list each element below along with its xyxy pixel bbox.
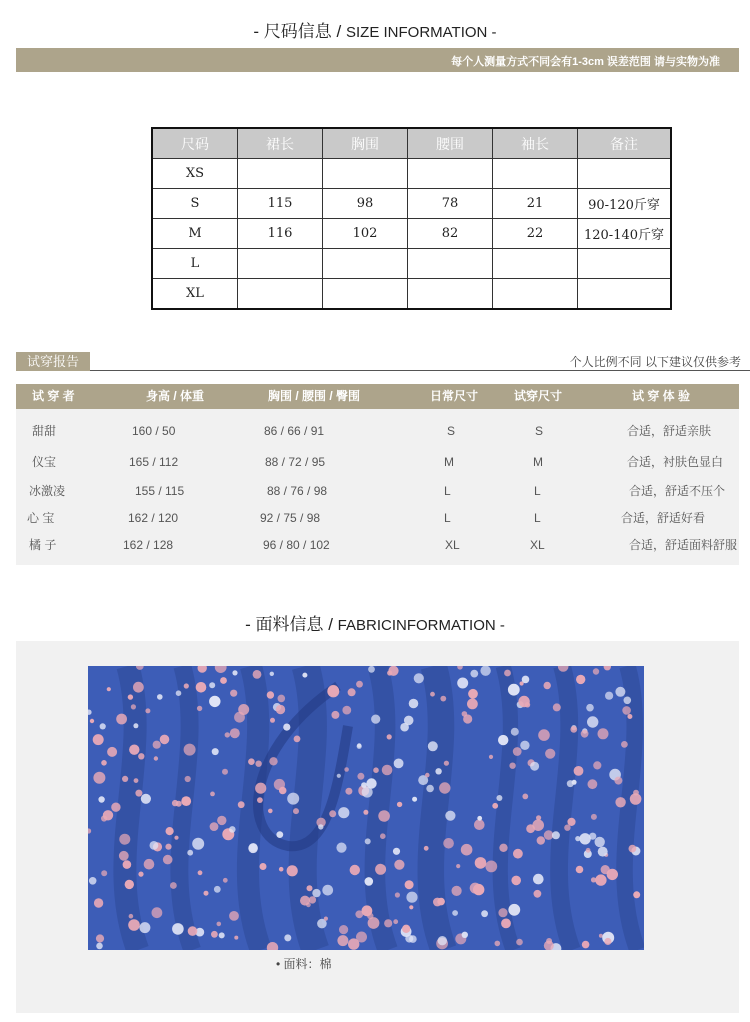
trial-cell: L bbox=[444, 511, 451, 525]
size-cell: M bbox=[152, 219, 238, 249]
trial-header-cell: 试 穿 者 bbox=[32, 389, 75, 403]
size-cell bbox=[238, 279, 323, 310]
trial-header-cell: 身高 / 体重 bbox=[146, 389, 205, 403]
size-cell bbox=[578, 249, 672, 279]
size-cell: 78 bbox=[408, 189, 493, 219]
size-header-cell: 裙长 bbox=[238, 128, 323, 159]
size-cell: XS bbox=[152, 159, 238, 189]
size-cell: 115 bbox=[238, 189, 323, 219]
trial-cell: 92 / 75 / 98 bbox=[260, 511, 321, 525]
size-cell bbox=[408, 159, 493, 189]
size-table bbox=[151, 127, 672, 310]
trial-table-body bbox=[16, 409, 739, 565]
size-cell bbox=[493, 279, 578, 310]
table-row bbox=[16, 451, 739, 473]
fabric-photo bbox=[88, 666, 644, 950]
size-cell: 21 bbox=[493, 189, 578, 219]
table-row bbox=[16, 507, 739, 529]
trial-cell: 162 / 128 bbox=[123, 538, 174, 552]
size-cell bbox=[323, 279, 408, 310]
trial-cell: 心 宝 bbox=[27, 511, 55, 525]
trial-cell: 冰激凌 bbox=[29, 484, 66, 498]
fabric-section-title bbox=[0, 610, 750, 635]
size-title-en: SIZE INFORMATION - bbox=[346, 24, 497, 41]
trial-header-cell: 试 穿 体 验 bbox=[632, 389, 691, 403]
fabric-title-zh: - 面料信息 / bbox=[245, 615, 333, 634]
trial-cell: 162 / 120 bbox=[128, 511, 179, 525]
table-row bbox=[152, 279, 671, 310]
size-header-cell: 备注 bbox=[578, 128, 672, 159]
size-cell: 120-140斤穿 bbox=[578, 219, 672, 249]
size-header-cell: 袖长 bbox=[493, 128, 578, 159]
size-cell: 22 bbox=[493, 219, 578, 249]
trial-cell: L bbox=[444, 484, 451, 498]
trial-cell: 155 / 115 bbox=[135, 484, 185, 498]
table-row bbox=[16, 534, 739, 556]
trial-cell: M bbox=[444, 455, 454, 469]
trial-cell: 合适，舒适不压个 bbox=[629, 484, 726, 498]
trial-header-cell: 日常尺寸 bbox=[430, 389, 479, 403]
table-row bbox=[152, 219, 671, 249]
trial-table-header bbox=[16, 384, 739, 409]
size-cell bbox=[238, 159, 323, 189]
size-cell: 90-120斤穿 bbox=[578, 189, 672, 219]
fabric-caption: • 面料：棉 bbox=[276, 957, 332, 971]
trial-cell: 甜甜 bbox=[32, 424, 57, 438]
trial-header-cell: 胸围 / 腰围 / 臀围 bbox=[268, 389, 361, 403]
size-cell bbox=[323, 159, 408, 189]
trial-cell: 仪宝 bbox=[32, 455, 57, 469]
size-cell bbox=[493, 249, 578, 279]
size-cell bbox=[408, 249, 493, 279]
table-row bbox=[152, 189, 671, 219]
size-title-zh: - 尺码信息 / bbox=[253, 22, 342, 41]
trial-cell: 165 / 112 bbox=[129, 455, 179, 469]
trial-cell: XL bbox=[530, 538, 545, 552]
size-cell bbox=[238, 249, 323, 279]
trial-cell: 合适，舒适好看 bbox=[621, 511, 706, 525]
size-cell bbox=[408, 279, 493, 310]
trial-cell: 橘 子 bbox=[29, 538, 57, 552]
trial-cell: L bbox=[534, 484, 541, 498]
trial-cell: 合适，舒适面料舒服 bbox=[629, 538, 738, 552]
size-note: 每个人测量方式不同会有1-3cm 误差范围 请与实物为准 bbox=[451, 56, 720, 68]
trial-cell: 88 / 76 / 98 bbox=[267, 484, 328, 498]
trial-cell: 160 / 50 bbox=[132, 424, 176, 438]
trial-cell: L bbox=[534, 511, 541, 525]
size-section-title bbox=[0, 17, 750, 42]
trial-cell: S bbox=[535, 424, 544, 438]
trial-cell: 88 / 72 / 95 bbox=[265, 455, 326, 469]
size-cell: S bbox=[152, 189, 238, 219]
size-cell bbox=[493, 159, 578, 189]
size-cell: 98 bbox=[323, 189, 408, 219]
size-header-cell: 胸围 bbox=[323, 128, 408, 159]
trial-cell: 86 / 66 / 91 bbox=[264, 424, 325, 438]
trial-cell: 合适，衬肤色显白 bbox=[627, 455, 724, 469]
trial-divider bbox=[90, 370, 750, 371]
trial-cell: 合适，舒适亲肤 bbox=[627, 424, 712, 438]
trial-cell: 96 / 80 / 102 bbox=[263, 538, 330, 552]
table-row bbox=[152, 159, 671, 189]
size-cell bbox=[323, 249, 408, 279]
fabric-title-en: FABRICINFORMATION - bbox=[337, 617, 505, 634]
size-header-cell: 腰围 bbox=[408, 128, 493, 159]
size-header-cell: 尺码 bbox=[152, 128, 238, 159]
size-cell bbox=[578, 159, 672, 189]
trial-cell: XL bbox=[445, 538, 460, 552]
size-cell bbox=[578, 279, 672, 310]
trial-note: 个人比例不同 以下建议仅供参考 bbox=[569, 355, 741, 369]
floral-fabric-image bbox=[88, 666, 644, 950]
size-cell: 102 bbox=[323, 219, 408, 249]
size-cell: XL bbox=[152, 279, 238, 310]
table-row bbox=[16, 480, 739, 502]
table-row bbox=[152, 249, 671, 279]
size-table-header bbox=[152, 128, 671, 159]
size-cell: L bbox=[152, 249, 238, 279]
trial-report-tab: 试穿报告 bbox=[16, 352, 90, 371]
trial-cell: S bbox=[447, 424, 456, 438]
table-row bbox=[16, 420, 739, 442]
trial-cell: M bbox=[533, 455, 543, 469]
size-cell: 116 bbox=[238, 219, 323, 249]
trial-header-cell: 试穿尺寸 bbox=[514, 389, 563, 403]
size-cell: 82 bbox=[408, 219, 493, 249]
